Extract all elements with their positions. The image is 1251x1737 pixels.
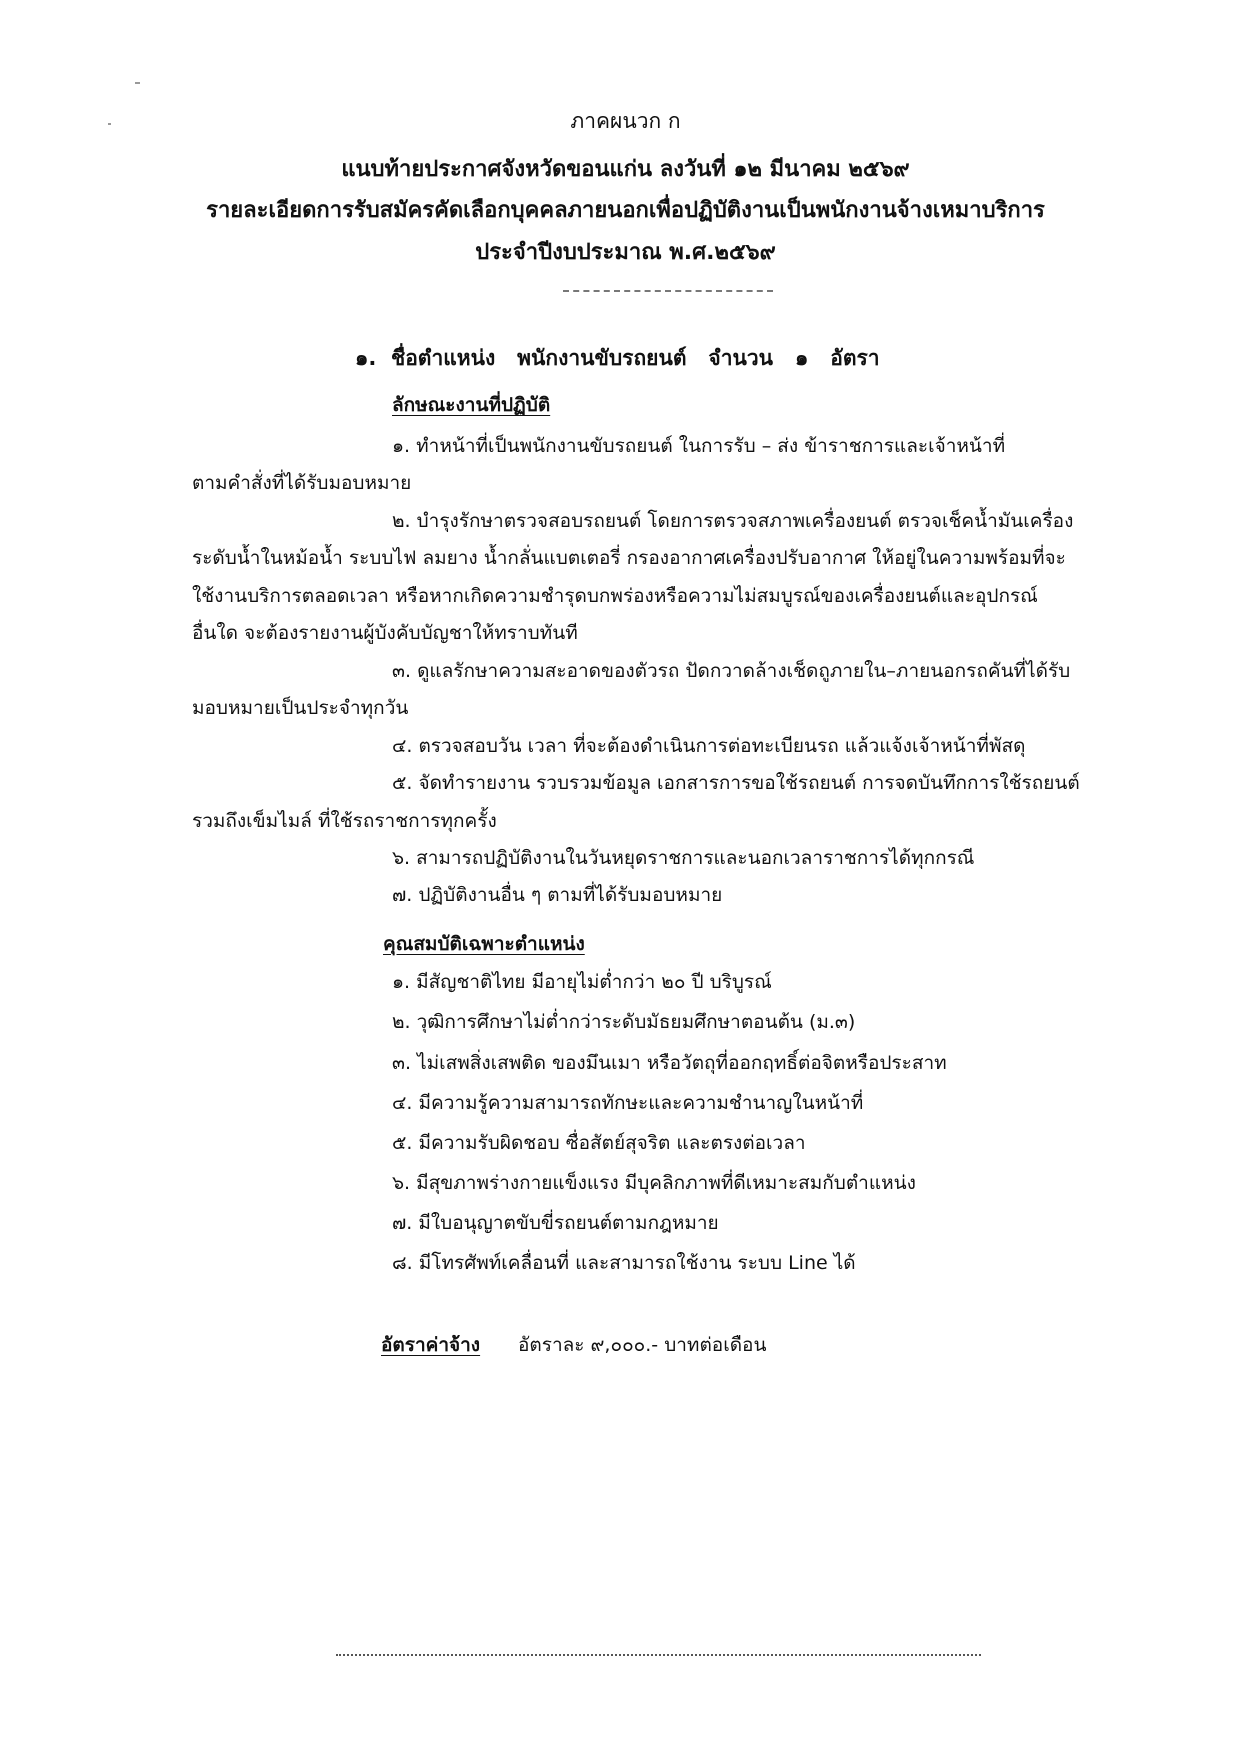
duty-line: ระดับน้ำในหม้อน้ำ ระบบไฟ ลมยาง น้ำกลั่นแบตเตอรี่ กรองอากาศเครื่องปรับอากาศ ให้อยู่ในความพร้อมที่จะ <box>192 547 1066 569</box>
qualification-item: ๘. มีโทรศัพท์เคลื่อนที่ และสามารถใช้งาน ระบบ Line ได้ <box>392 1252 856 1274</box>
duty-line: ๕. จัดทำรายงาน รวบรวมข้อมูล เอกสารการขอใช้รถยนต์ การจดบันทึกการใช้รถยนต์ <box>392 772 1080 794</box>
duty-line: ๑. ทำหน้าที่เป็นพนักงานขับรถยนต์ ในการรับ – ส่ง ข้าราชการและเจ้าหน้าที่ <box>392 435 1006 457</box>
qualification-item: ๓. ไม่เสพสิ่งเสพติด ของมึนเมา หรือวัตถุที่ออกฤทธิ์ต่อจิตหรือประสาท <box>392 1052 947 1074</box>
duty-line: อื่นใด จะต้องรายงานผู้บังคับบัญชาให้ทราบทันที <box>192 622 578 644</box>
qualification-item: ๗. มีใบอนุญาตขับขี่รถยนต์ตามกฎหมาย <box>392 1212 719 1234</box>
qualification-item: ๕. มีความรับผิดชอบ ซื่อสัตย์สุจริต และตรงต่อเวลา <box>392 1132 806 1154</box>
duty-line: ๓. ดูแลรักษาความสะอาดของตัวรถ ปัดกวาดล้างเช็ดถูภายใน–ภายนอกรถคันที่ได้รับ <box>392 660 1071 682</box>
header-line-3: ประจำปีงบประมาณ พ.ศ.๒๕๖๙ <box>475 240 776 265</box>
scan-speck <box>135 82 140 84</box>
duty-line: มอบหมายเป็นประจำทุกวัน <box>192 697 409 719</box>
qualifications-heading: คุณสมบัติเฉพาะตำแหน่ง <box>383 933 585 955</box>
qualification-item: ๖. มีสุขภาพร่างกายแข็งแรง มีบุคลิกภาพที่ดีเหมาะสมกับตำแหน่ง <box>392 1172 916 1194</box>
duty-line: ใช้งานบริการตลอดเวลา หรือหากเกิดความชำรุดบกพร่องหรือความไม่สมบูรณ์ของเครื่องยนต์และอุปกรณ์ <box>192 585 1038 607</box>
header-line-1: แนบท้ายประกาศจังหวัดขอนแก่น ลงวันที่ ๑๒ มีนาคม ๒๕๖๙ <box>341 157 910 182</box>
position-unit: อัตรา <box>830 346 880 370</box>
duty-line: ๖. สามารถปฏิบัติงานในวันหยุดราชการและนอกเวลาราชการได้ทุกกรณี <box>392 847 975 869</box>
qualification-item: ๔. มีความรู้ความสามารถทักษะและความชำนาญในหน้าที่ <box>392 1092 864 1114</box>
wage-value: อัตราละ ๙,๐๐๐.- บาทต่อเดือน <box>518 1334 767 1356</box>
position-number: ๑. <box>355 346 377 370</box>
duty-line: ๒. บำรุงรักษาตรวจสอบรถยนต์ โดยการตรวจสภาพเครื่องยนต์ ตรวจเช็คน้ำมันเครื่อง <box>392 510 1074 532</box>
duty-line: ๔. ตรวจสอบวัน เวลา ที่จะต้องดำเนินการต่อทะเบียนรถ แล้วแจ้งเจ้าหน้าที่พัสดุ <box>392 735 1026 757</box>
duty-line: ๗. ปฏิบัติงานอื่น ๆ ตามที่ได้รับมอบหมาย <box>392 884 723 906</box>
header-separator <box>563 290 773 292</box>
position-count-label: จำนวน <box>708 346 774 370</box>
header-line-2: รายละเอียดการรับสมัครคัดเลือกบุคคลภายนอกเพื่อปฏิบัติงานเป็นพนักงานจ้างเหมาบริการ <box>206 198 1045 223</box>
position-line <box>355 348 880 369</box>
wage-label: อัตราค่าจ้าง <box>381 1334 481 1356</box>
duties-heading: ลักษณะงานที่ปฏิบัติ <box>392 394 551 416</box>
qualification-item: ๑. มีสัญชาติไทย มีอายุไม่ต่ำกว่า ๒๐ ปี บริบูรณ์ <box>392 971 772 993</box>
position-count: ๑ <box>794 346 809 370</box>
appendix-title: ภาคผนวก ก <box>570 109 681 133</box>
signature-dotted-line <box>336 1654 981 1656</box>
qualification-item: ๒. วุฒิการศึกษาไม่ต่ำกว่าระดับมัธยมศึกษาตอนต้น (ม.๓) <box>392 1011 856 1033</box>
duty-line: รวมถึงเข็มไมล์ ที่ใช้รถราชการทุกครั้ง <box>192 810 497 832</box>
duty-line: ตามคำสั่งที่ได้รับมอบหมาย <box>192 472 412 494</box>
position-name-label: ชื่อตำแหน่ง <box>390 346 496 370</box>
position-name: พนักงานขับรถยนต์ <box>517 346 687 370</box>
